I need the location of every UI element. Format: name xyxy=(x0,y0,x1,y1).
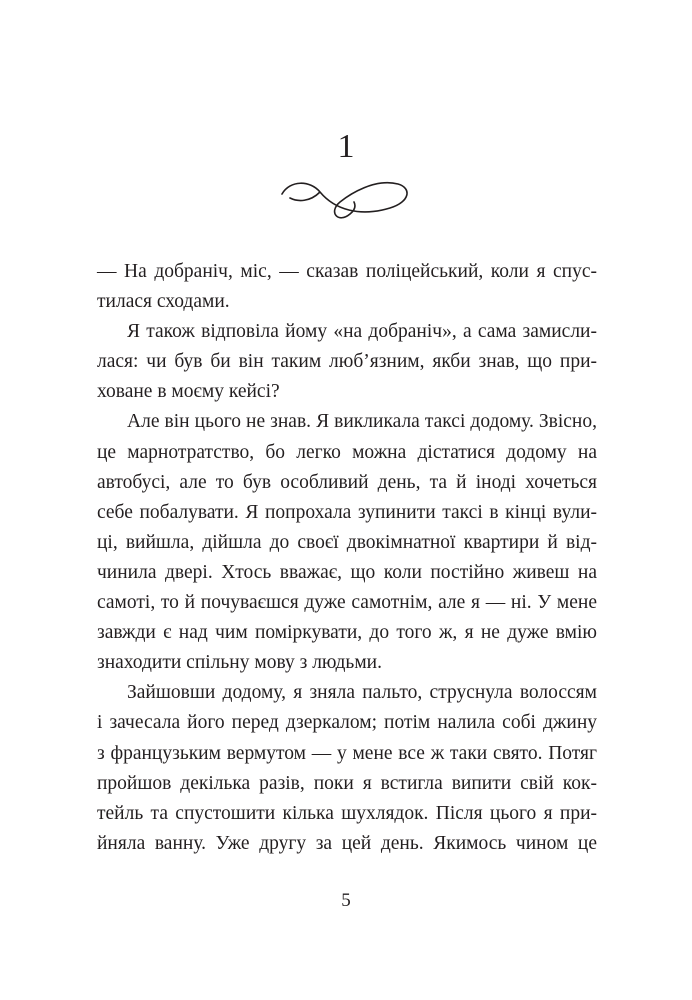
chapter-number: 1 xyxy=(337,128,355,165)
flourish-ornament-icon xyxy=(280,172,420,227)
text-line: Зайшовши додому, я зняла пальто, струснула волоссям xyxy=(127,682,597,704)
text-line: самоті, то й почуваєшся дуже самотнім, але я — ні. У мене xyxy=(97,592,597,614)
paragraph xyxy=(97,407,597,678)
body-text xyxy=(97,257,597,859)
text-line: ці, вийшла, дійшла до своєї двокімнатної квартири й від- xyxy=(97,531,597,553)
text-line: Але він цього не знав. Я викликала таксі додому. Звісно, xyxy=(127,411,597,433)
text-line: йняла ванну. Уже другу за цей день. Якимось чином це xyxy=(97,832,597,854)
page-number: 5 xyxy=(341,890,351,911)
text-line: автобусі, але то був особливий день, та й іноді хочеться xyxy=(97,471,597,493)
text-line: чинила двері. Хтось вважає, що коли постійно живеш на xyxy=(97,561,597,583)
text-line: лася: чи був би він таким люб’язним, якби знав, що при- xyxy=(97,351,597,373)
text-line: завжди є над чим поміркувати, до того ж, я не дуже вмію xyxy=(97,622,597,644)
text-line: Я також відповіла йому «на добраніч», а сама замисли- xyxy=(127,321,597,343)
paragraph xyxy=(97,317,597,407)
text-line: тейль та спустошити кілька шухлядок. Після цього я при- xyxy=(97,802,597,824)
paragraph xyxy=(97,678,597,859)
paragraph xyxy=(97,257,597,317)
text-line: себе побалувати. Я попрохала зупинити таксі в кінці вули- xyxy=(97,501,597,523)
text-line: знаходити спільну мову з людьми. xyxy=(97,652,382,674)
text-line: з французьким вермутом — у мене все ж таки свято. Потяг xyxy=(97,742,597,764)
text-line: ховане в моєму кейсі? xyxy=(97,381,280,403)
text-line: — На добраніч, міс, — сказав поліцейський, коли я спус- xyxy=(97,261,597,282)
text-line: і зачесала його перед дзеркалом; потім налила собі джину xyxy=(97,712,597,734)
text-line: це марнотратство, бо легко можна дістатися додому на xyxy=(97,441,597,463)
text-line: пройшов декілька разів, поки я встигла випити свій кок- xyxy=(97,772,597,794)
text-line: тилася сходами. xyxy=(97,291,230,313)
